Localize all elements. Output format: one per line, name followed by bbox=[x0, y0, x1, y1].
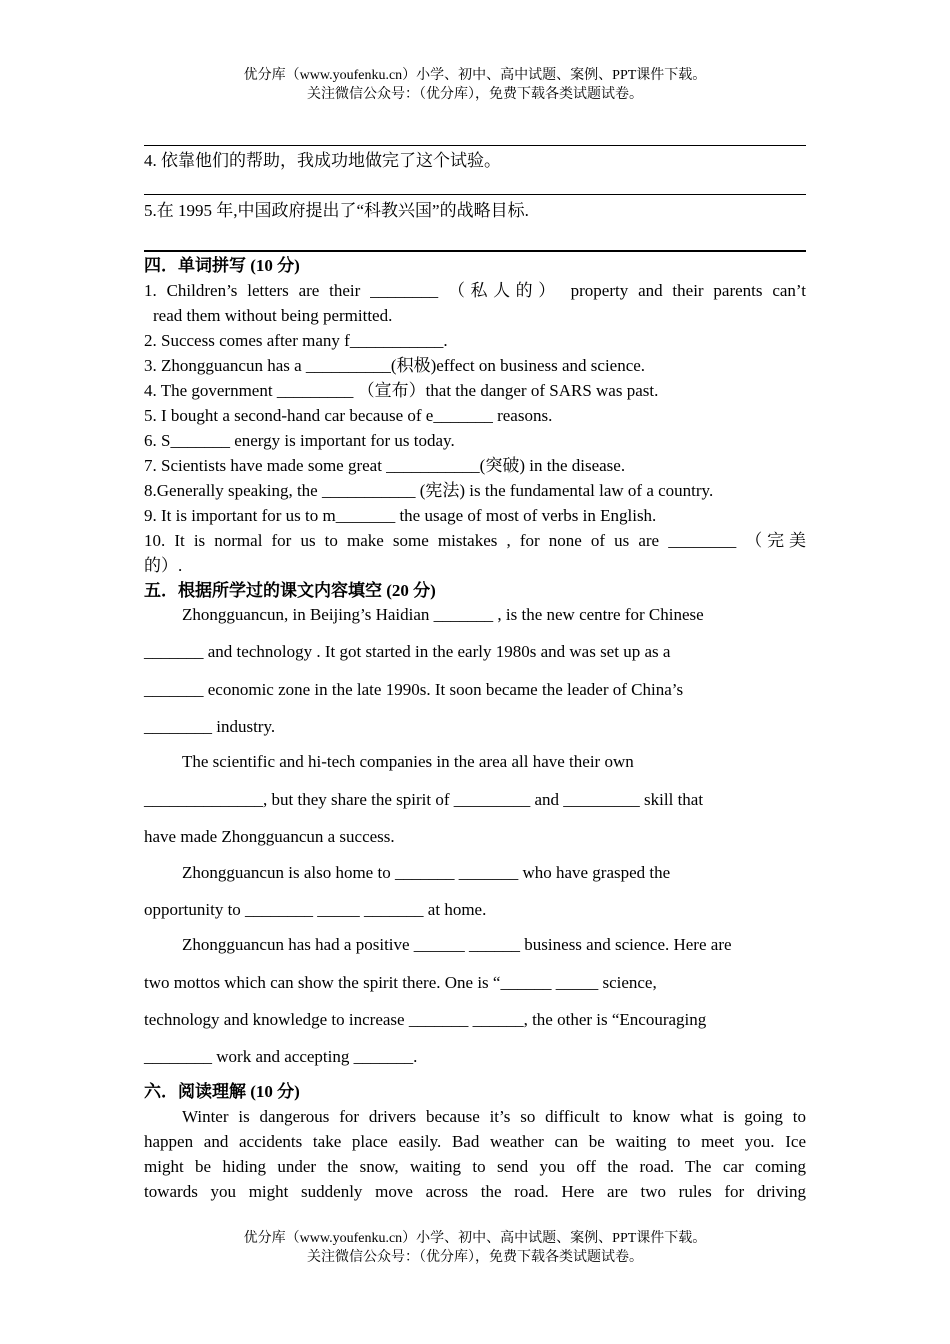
section-5-line: ______________, but they share the spirit of _________ and _________ skill that bbox=[144, 790, 704, 809]
section-5-line: Zhongguancun, in Beijing’s Haidian _______ , is the new centre for Chinese bbox=[182, 605, 704, 624]
section-4-line: 4. The government _________ （宣布）that the danger of SARS was past. bbox=[144, 381, 659, 400]
reading-passage-line: happen and accidents take place easily. Bad weather can be waiting to meet you. Ice bbox=[144, 1132, 806, 1151]
answer-line bbox=[144, 145, 806, 146]
section-4-line: 10. It is normal for us to make some mistakes , for none of us are ________ （完美 bbox=[144, 531, 806, 550]
reading-passage-line: towards you might suddenly move across the road. Here are two rules for driving bbox=[144, 1182, 806, 1201]
section-4-line: 3. Zhongguancun has a __________(积极)effect on business and science. bbox=[144, 356, 646, 375]
section-5-line: _______ economic zone in the late 1990s. It soon became the leader of China’s bbox=[144, 680, 684, 699]
reading-passage-line: might be hiding under the snow, waiting to send you off the road. The car coming bbox=[144, 1157, 806, 1176]
answer-line bbox=[144, 194, 806, 195]
section-5-line: _______ and technology . It got started in the early 1980s and was set up as a bbox=[144, 642, 671, 661]
section-5-line: technology and knowledge to increase _______ ______, the other is “Encouraging bbox=[144, 1010, 707, 1029]
section-5-line: have made Zhongguancun a success. bbox=[144, 827, 395, 846]
section-5-line: The scientific and hi-tech companies in the area all have their own bbox=[182, 752, 634, 771]
header-line-1: 优分库（www.youfenku.cn）小学、初中、高中试题、案例、PPT课件下载。 bbox=[243, 68, 707, 83]
section-4-line: 的）. bbox=[144, 556, 183, 575]
page-footer bbox=[0, 1229, 950, 1267]
page-header bbox=[0, 66, 950, 104]
section-4-line: read them without being permitted. bbox=[153, 306, 393, 325]
section-5-line: Zhongguancun is also home to _______ _______ who have grasped the bbox=[182, 863, 671, 882]
section-4-line: 6. S_______ energy is important for us today. bbox=[144, 431, 455, 450]
footer-line-2: 关注微信公众号：（优分库），免费下载各类试题试卷。 bbox=[307, 1250, 643, 1265]
section-5-line: Zhongguancun has had a positive ______ ______ business and science. Here are bbox=[182, 935, 732, 954]
translation-item-5: 5.在 1995 年,中国政府提出了“科教兴国”的战略目标. bbox=[144, 201, 529, 220]
section-5-line: two mottos which can show the spirit there. One is “______ _____ science, bbox=[144, 973, 657, 992]
section-5-line: ________ industry. bbox=[144, 717, 276, 736]
section-4-line: 2. Success comes after many f___________. bbox=[144, 331, 448, 350]
translation-item-4: 4. 依靠他们的帮助，我成功地做完了这个试验。 bbox=[144, 151, 501, 170]
section-6-title: 六．阅读理解 (10 分) bbox=[144, 1082, 300, 1101]
header-line-2: 关注微信公众号：（优分库），免费下载各类试题试卷。 bbox=[307, 87, 643, 102]
section-5-line: opportunity to ________ _____ _______ at home. bbox=[144, 900, 487, 919]
section-4-line: 1. Children’s letters are their ________ （私人的） property and their parents can’t bbox=[144, 281, 806, 300]
reading-passage-line: Winter is dangerous for drivers because it’s so difficult to know what is going to bbox=[182, 1107, 806, 1126]
section-4-line: 9. It is important for us to m_______ the usage of most of verbs in English. bbox=[144, 506, 657, 525]
section-5-title: 五．根据所学过的课文内容填空 (20 分) bbox=[144, 581, 436, 600]
footer-line-1: 优分库（www.youfenku.cn）小学、初中、高中试题、案例、PPT课件下载。 bbox=[243, 1231, 707, 1246]
section-5-line: ________ work and accepting _______. bbox=[144, 1047, 418, 1066]
section-4-line: 8.Generally speaking, the ___________ (宪法) is the fundamental law of a country. bbox=[144, 481, 714, 500]
section-4-line: 5. I bought a second-hand car because of e_______ reasons. bbox=[144, 406, 553, 425]
section-4-title: 四．单词拼写 (10 分) bbox=[144, 256, 300, 275]
answer-line bbox=[144, 250, 806, 252]
section-4-line: 7. Scientists have made some great ___________(突破) in the disease. bbox=[144, 456, 626, 475]
